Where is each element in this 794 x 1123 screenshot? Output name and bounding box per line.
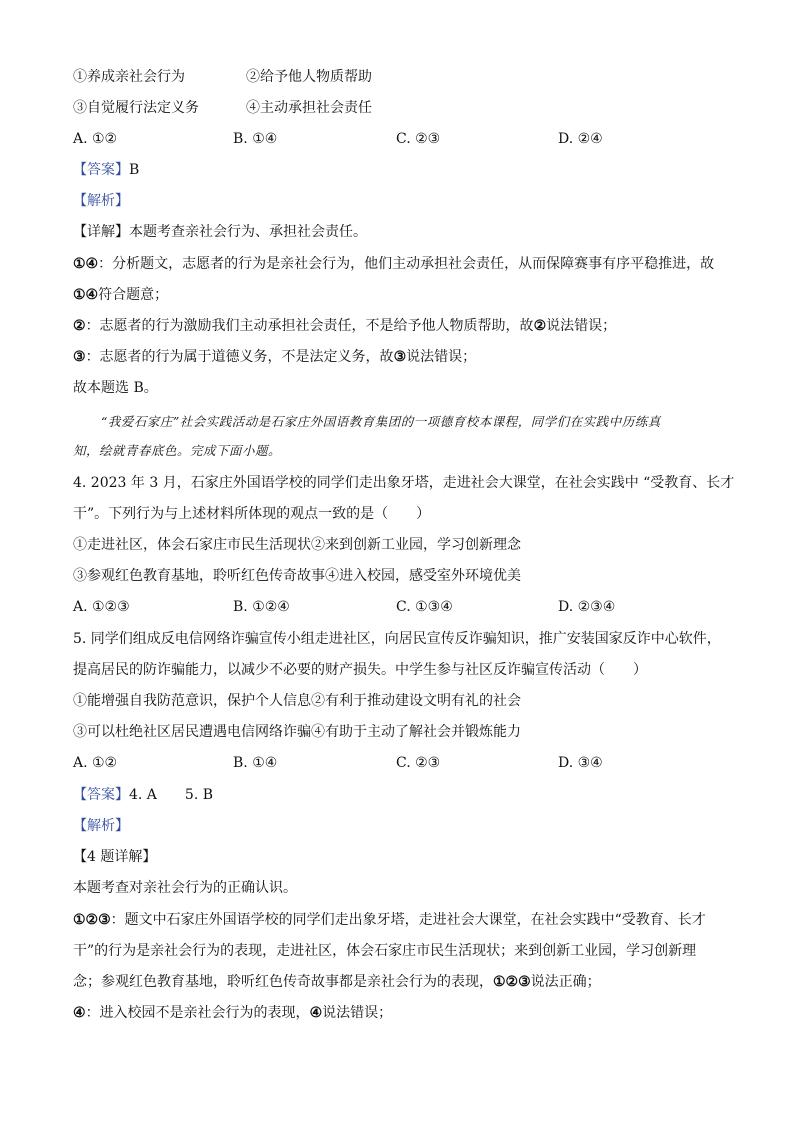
q4-statements-2: ③参观红色教育基地，聆听红色传奇故事④进入校园，感受室外环境优美 <box>73 568 521 584</box>
explanation-text: 符合题意； <box>98 287 169 303</box>
explanation-text: ：分析题文，志愿者的行为是亲社会行为，他们主动承担社会责任，从而保障赛事有序平稳推进，故 <box>98 256 715 272</box>
q3-conclusion: 故本题选 B。 <box>73 380 158 396</box>
q4-option-b: B. ①②④ <box>233 599 290 615</box>
q4-intro: 本题考查对亲社会行为的正确认识。 <box>73 880 297 896</box>
q3-statement-1: ①养成亲社会行为 <box>73 69 185 85</box>
q5-option-a: A. ①② <box>73 755 118 771</box>
material-line-1: “我爱石家庄”社会实践活动是石家庄外国语教育集团的一项德育校本课程，同学们在实践中历练真 <box>101 414 661 429</box>
option-label: ③ <box>73 349 86 365</box>
q4-stem-line-1: 4. 2023 年 3 月，石家庄外国语学校的同学们走出象牙塔，走进社会大课堂，在社会实践中 “受教育、长才 <box>73 475 735 491</box>
option-label: ② <box>533 318 547 334</box>
q3-option-d: D. ②④ <box>558 131 603 147</box>
q3-answer <box>73 160 139 180</box>
q5-statements-2: ③可以杜绝社区居民遭遇电信网络诈骗④有助于主动了解社会并锻炼能力 <box>73 724 521 740</box>
q3-detail <box>73 222 367 242</box>
q3-option-b: B. ①④ <box>233 131 278 147</box>
q3-explanation-1 <box>73 254 714 274</box>
q3-explanation-1-cont <box>73 285 168 305</box>
explanation-text: ：题文中石家庄外国语学校的同学们走出象牙塔，走进社会大课堂，在社会实践中“受教育、长才 <box>110 912 706 928</box>
q4-statements-1: ①走进社区，体会石家庄市民生活现状②来到创新工业园，学习创新理念 <box>73 537 521 553</box>
q3-statement-2: ②给予他人物质帮助 <box>246 69 372 85</box>
explanation-text: 说法正确； <box>530 974 601 990</box>
q4-option-a: A. ①②③ <box>73 599 130 615</box>
q3-statement-4: ④主动承担社会责任 <box>246 100 372 116</box>
q5-option-d: D. ③④ <box>558 755 603 771</box>
q4-option-c: C. ①③④ <box>396 599 453 615</box>
q3-option-c: C. ②③ <box>396 131 441 147</box>
q5-statements-1: ①能增强自我防范意识，保护个人信息②有利于推动建设文明有礼的社会 <box>73 693 521 709</box>
q5-stem-line-2: 提高居民的防诈骗能力，以减少不必要的财产损失。中学生参与社区反诈骗宣传活动（ ） <box>73 662 647 678</box>
detail-tag: 【详解】 <box>73 224 129 240</box>
answer-value: 4. A 5. B <box>129 787 214 803</box>
q4-explanation-2 <box>73 1003 392 1023</box>
option-label: ①②③ <box>73 912 111 928</box>
option-label: ④ <box>309 1005 323 1021</box>
option-label: ①④ <box>73 256 99 272</box>
explanation-text: ：进入校园不是亲社会行为的表现， <box>85 1005 310 1021</box>
option-label: ④ <box>73 1005 86 1021</box>
q3-option-a: A. ①② <box>73 131 118 147</box>
q3-explanation-3 <box>73 347 476 367</box>
detail-text: 本题考查亲社会行为、承担社会责任。 <box>129 224 367 240</box>
explanation-text: 说法错误； <box>546 318 617 334</box>
explanation-text: 说法错误； <box>406 349 477 365</box>
q3-statement-3: ③自觉履行法定义务 <box>73 100 199 116</box>
q45-analysis-tag: 【解析】 <box>73 818 129 834</box>
option-label: ①②③ <box>493 974 531 990</box>
option-label: ② <box>73 318 86 334</box>
q5-option-b: B. ①④ <box>233 755 278 771</box>
q4-explanation-1-line-2: 干”的行为是亲社会行为的表现，走进社区，体会石家庄市民生活现状；来到创新工业园，学习创新理 <box>73 943 697 959</box>
q4-explanation-1 <box>73 910 706 930</box>
q45-answer <box>73 785 213 805</box>
q4-option-d: D. ②③④ <box>558 599 616 615</box>
q5-option-c: C. ②③ <box>396 755 441 771</box>
answer-value: B <box>129 162 140 178</box>
q3-explanation-2 <box>73 316 616 336</box>
answer-tag: 【答案】 <box>73 162 129 178</box>
option-label: ①④ <box>73 287 99 303</box>
answer-tag: 【答案】 <box>73 787 129 803</box>
q5-stem-line-1: 5. 同学们组成反电信网络诈骗宣传小组走进社区，向居民宣传反诈骗知识，推广安装国家反诈中心软件， <box>73 631 721 647</box>
q4-explanation-1-line-3 <box>73 972 601 992</box>
q4-detail-tag: 【4 题详解】 <box>73 849 157 865</box>
q3-analysis-tag: 【解析】 <box>73 193 129 209</box>
explanation-text: 念；参观红色教育基地，聆听红色传奇故事都是亲社会行为的表现， <box>73 974 493 990</box>
explanation-text: ：志愿者的行为激励我们主动承担社会责任，不是给予他人物质帮助，故 <box>85 318 534 334</box>
material-line-2: 知，绘就青春底色。完成下面小题。 <box>73 443 282 458</box>
q4-stem-line-2: 干”。下列行为与上述材料所体现的观点一致的是（ ） <box>73 506 431 522</box>
explanation-text: 说法错误； <box>322 1005 393 1021</box>
explanation-text: ：志愿者的行为属于道德义务，不是法定义务，故 <box>85 349 394 365</box>
option-label: ③ <box>393 349 407 365</box>
